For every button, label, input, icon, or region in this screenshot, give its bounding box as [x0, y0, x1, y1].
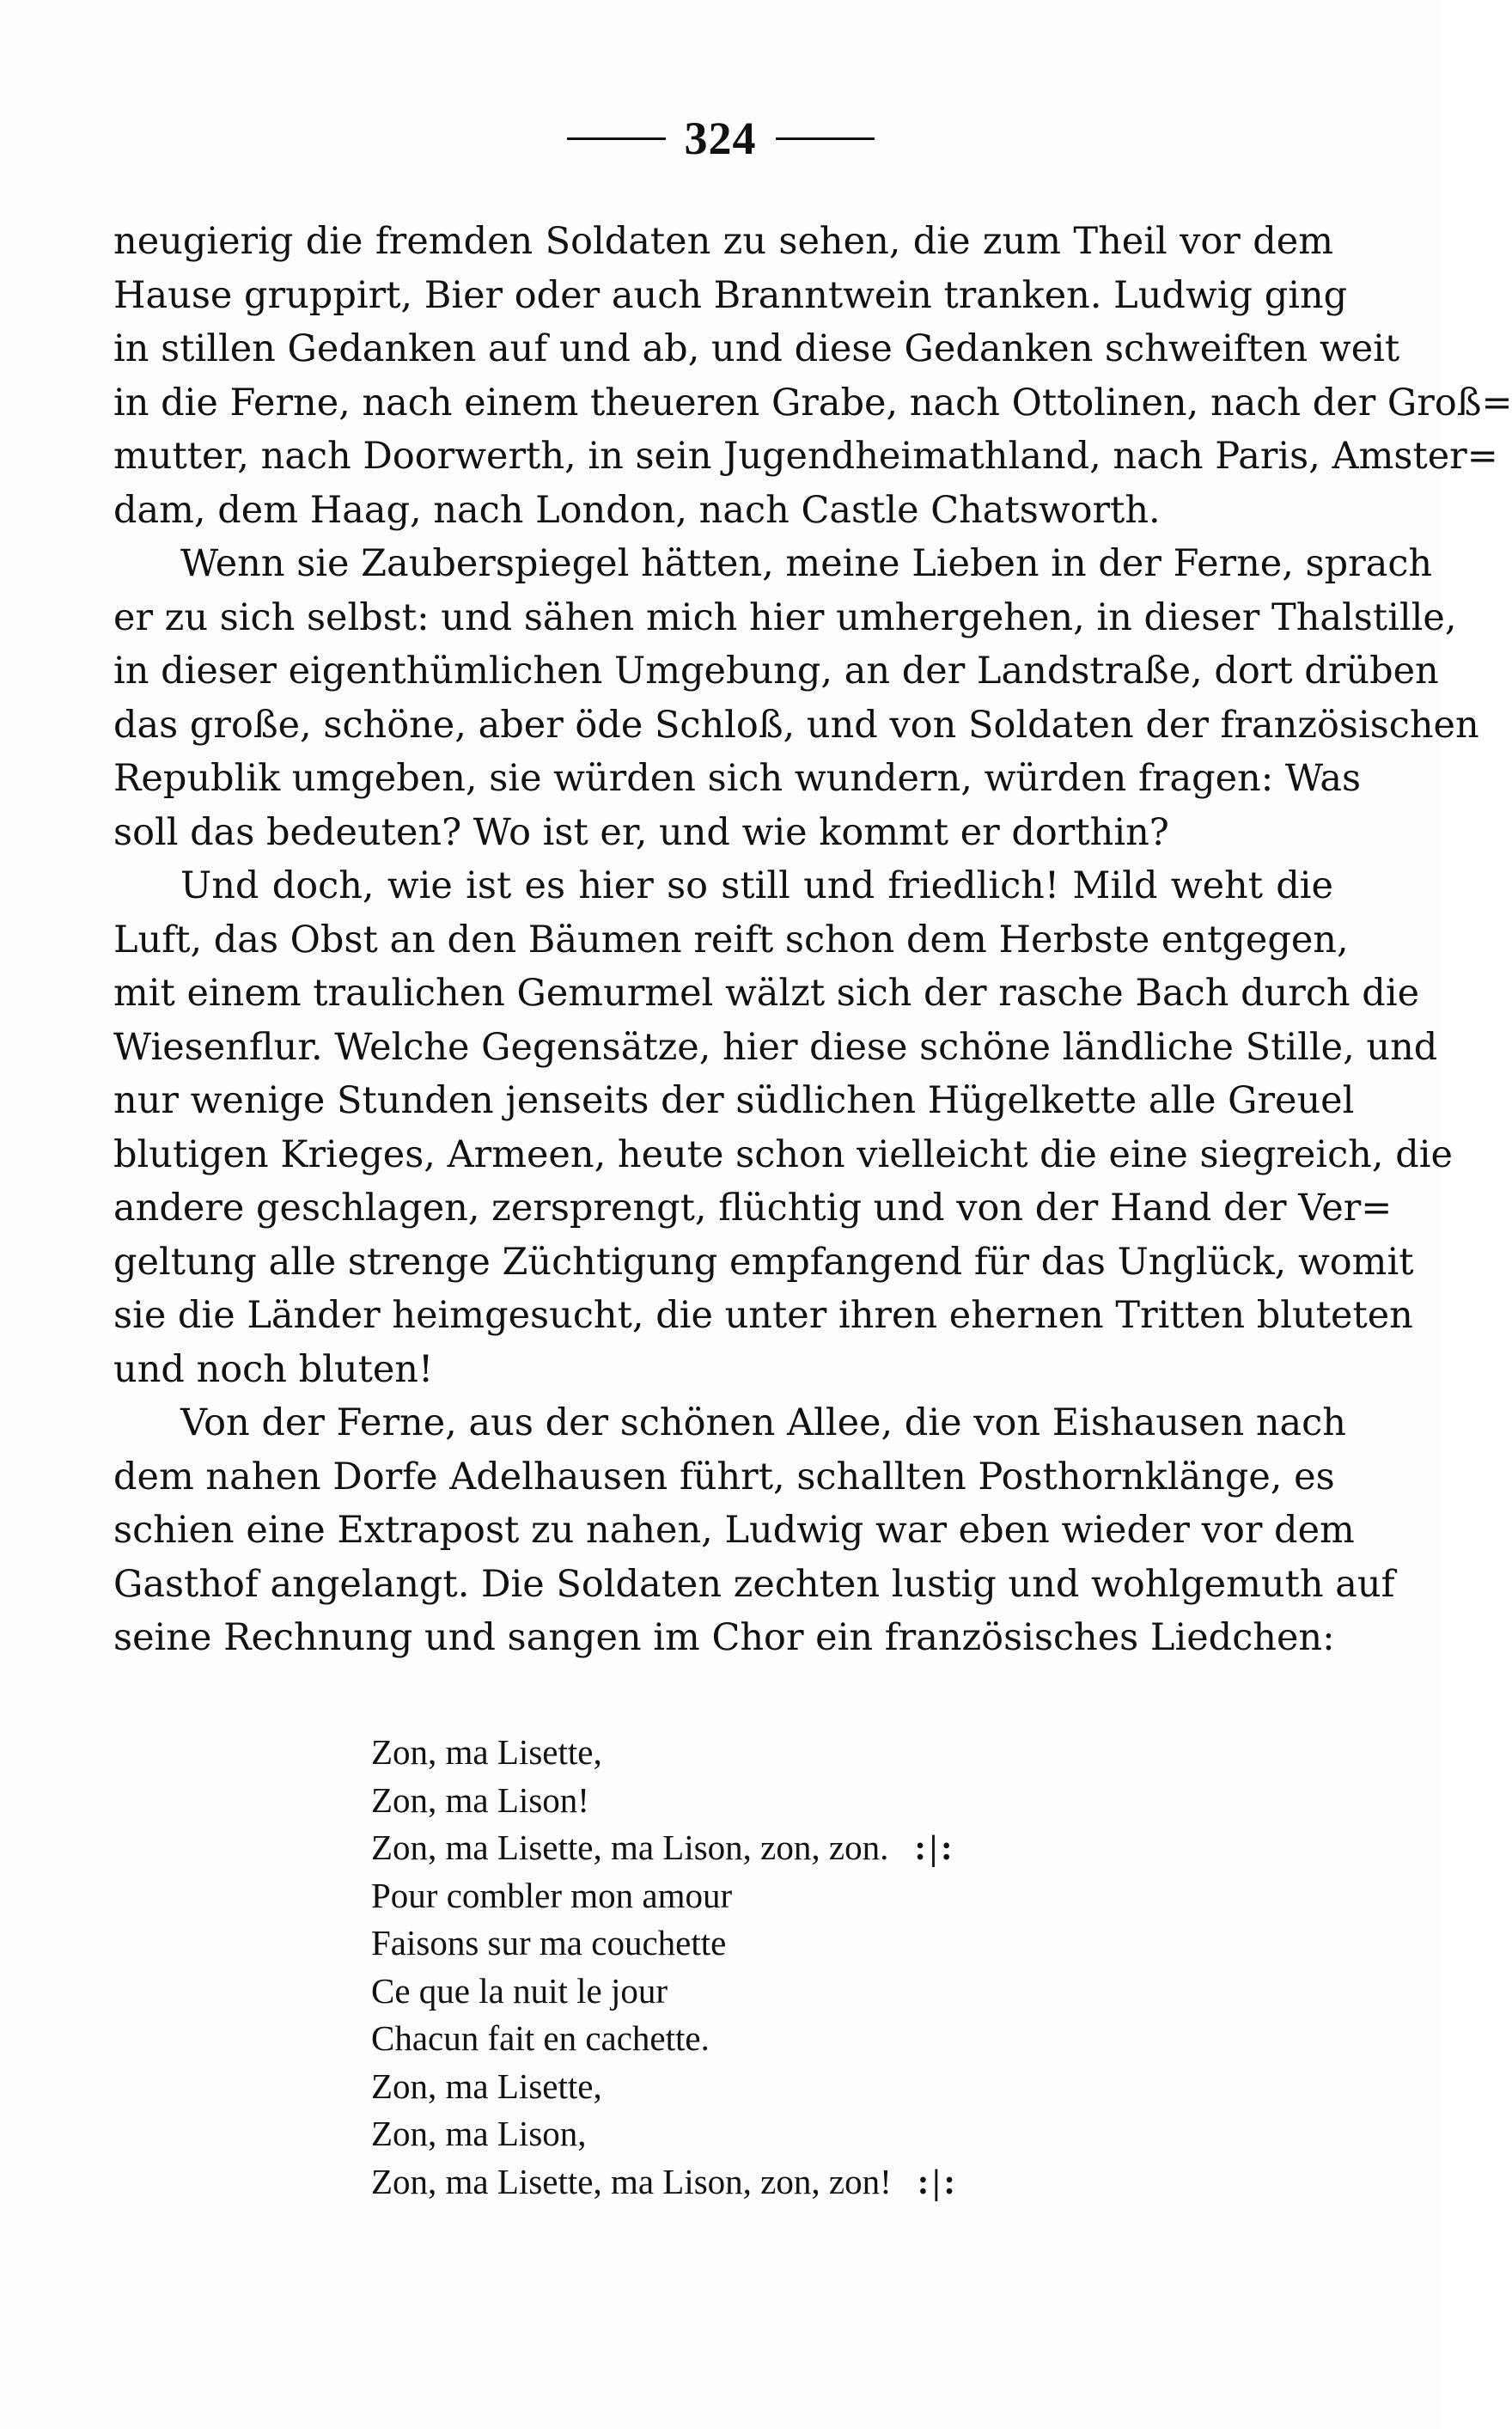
song-line-text: Chacun fait en cachette. — [371, 2018, 710, 2058]
song-line — [371, 1872, 1316, 1920]
header-rule-right — [776, 137, 875, 140]
song-line — [371, 2158, 1316, 2206]
text-line: Republik umgeben, sie würden sich wundern, würden fragen: Was — [113, 757, 1362, 800]
text-line: seine Rechnung und sangen im Chor ein französisches Liedchen: — [113, 1616, 1335, 1659]
paragraph — [113, 215, 1512, 537]
song-line-text: Zon, ma Lison, — [371, 2114, 587, 2153]
song-line — [371, 2110, 1316, 2158]
text-line: mit einem traulichen Gemurmel wälzt sich der rasche Bach durch die — [113, 972, 1420, 1015]
song-line-text: Ce que la nuit le jour — [371, 1970, 668, 2011]
song-line-text: Pour combler mon amour — [371, 1875, 733, 1915]
repeat-sign: :|: — [914, 1828, 956, 1867]
text-line: in dieser eigenthümlichen Umgebung, an der Landstraße, dort drüben — [113, 650, 1439, 693]
song-line-text: Zon, ma Lisette, ma Lison, zon, zon! — [371, 2161, 892, 2201]
text-line: soll das bedeuten? Wo ist er, und wie kommt er dorthin? — [113, 810, 1169, 854]
text-line: Hause gruppirt, Bier oder auch Branntwein tranken. Ludwig ging — [113, 273, 1348, 317]
text-line: in stillen Gedanken auf und ab, und diese Gedanken schweiften weit — [113, 327, 1400, 370]
text-line: Wiesenflur. Welche Gegensätze, hier diese schöne ländliche Stille, und — [113, 1025, 1438, 1069]
song-line — [371, 2015, 1316, 2063]
text-line: blutigen Krieges, Armeen, heute schon vielleicht die eine siegreich, die — [113, 1132, 1453, 1176]
text-line: Wenn sie Zauberspiegel hätten, meine Lieben in der Ferne, sprach — [180, 542, 1433, 585]
text-line: Luft, das Obst an den Bäumen reift schon dem Herbste entgegen, — [113, 918, 1349, 961]
paragraph — [113, 537, 1479, 859]
song-line — [371, 1919, 1316, 1968]
song-line — [371, 1777, 1316, 1825]
text-line: er zu sich selbst: und sähen mich hier umhergehen, in dieser Thalstille, — [113, 595, 1457, 639]
song-line — [371, 1729, 1316, 1777]
text-line: schien eine Extrapost zu nahen, Ludwig war eben wieder vor dem — [113, 1509, 1355, 1552]
song-line — [371, 1968, 1316, 2016]
text-line: Und doch, wie ist es hier so still und friedlich! Mild weht die — [180, 864, 1333, 907]
paragraph — [113, 1396, 1395, 1665]
text-line: sie die Länder heimgesucht, die unter ihren ehernen Tritten bluteten — [113, 1294, 1413, 1337]
text-line: geltung alle strenge Züchtigung empfangend für das Unglück, womit — [113, 1240, 1414, 1284]
text-line: und noch bluten! — [113, 1347, 434, 1391]
song-line — [371, 2063, 1316, 2111]
song-line-text: Faisons sur ma couchette — [371, 1923, 727, 1962]
song-line-text: Zon, ma Lisette, ma Lison, zon, zon. — [371, 1828, 889, 1867]
text-line: andere geschlagen, zersprengt, flüchtig und von der Hand der Ver= — [113, 1187, 1393, 1230]
header-rule-left — [567, 137, 666, 140]
page-number: 324 — [684, 113, 757, 164]
text-line: Gasthof angelangt. Die Soldaten zechten lustig und wohlgemuth auf — [113, 1562, 1395, 1606]
text-line: Von der Ferne, aus der schönen Allee, die von Eishausen nach — [180, 1401, 1346, 1444]
text-line: mutter, nach Doorwerth, in sein Jugendheimathland, nach Paris, Amster= — [113, 435, 1498, 478]
body-text — [113, 215, 1512, 1665]
text-line: dam, dem Haag, nach London, nach Castle Chatsworth. — [113, 488, 1161, 532]
paragraph — [113, 859, 1453, 1396]
song-line-text: Zon, ma Lisette, — [371, 2066, 602, 2106]
repeat-sign: :|: — [917, 2161, 960, 2201]
song-line — [371, 1824, 1316, 1872]
song-line-text: Zon, ma Lisette, — [371, 1732, 602, 1772]
text-line: das große, schöne, aber öde Schloß, und von Soldaten der französischen — [113, 703, 1479, 747]
text-line: neugierig die fremden Soldaten zu sehen, die zum Theil vor dem — [113, 220, 1333, 263]
page-header — [0, 112, 1441, 172]
text-line: dem nahen Dorfe Adelhausen führt, schallten Posthornklänge, es — [113, 1455, 1335, 1498]
text-line: nur wenige Stunden jenseits der südlichen Hügelkette alle Greuel — [113, 1079, 1355, 1122]
text-line: in die Ferne, nach einem theueren Grabe, nach Ottolinen, nach der Groß= — [113, 381, 1512, 424]
song-line-text: Zon, ma Lison! — [371, 1779, 589, 1820]
song-verse — [371, 1729, 1316, 2206]
